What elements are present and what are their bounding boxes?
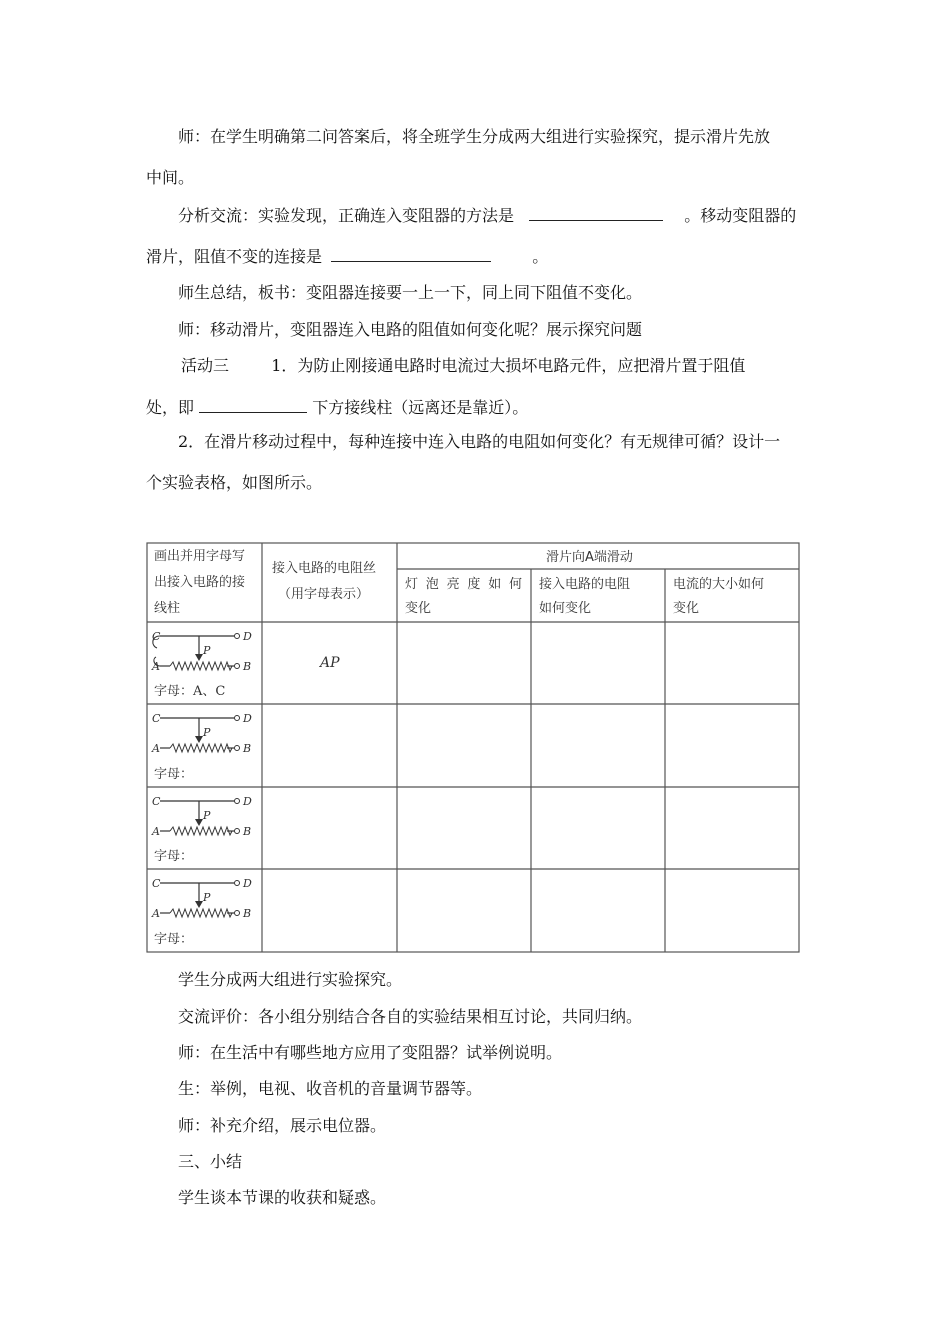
terminal-d-label: D bbox=[243, 712, 252, 725]
activity-text-a: 处，即 bbox=[146, 398, 195, 417]
activity-label: 活动三 bbox=[181, 356, 230, 375]
header-col2-line1: 接入电路的电阻丝 bbox=[272, 561, 377, 576]
analysis-text-b: 。移动变阻器的 bbox=[684, 206, 797, 225]
header-col3-line2: 变化 bbox=[405, 601, 432, 616]
terminal-a-label: A bbox=[152, 660, 160, 673]
paragraph-group-experiment: 学生分成两大组进行实验探究。 bbox=[178, 970, 403, 989]
section-heading-summary: 三、小结 bbox=[178, 1152, 243, 1171]
paragraph-reflection: 学生谈本节课的收获和疑惑。 bbox=[178, 1188, 387, 1207]
header-col1-line1: 画出并用字母写 bbox=[154, 549, 246, 564]
header-col4-line2: 如何变化 bbox=[539, 601, 592, 616]
row-4-letters: 字母： bbox=[154, 932, 194, 947]
paragraph-question-2: 2．在滑片移动过程中，每种连接中连入电路的电阻如何变化？有无规律可循？设计一 bbox=[178, 432, 781, 451]
terminal-b-label: B bbox=[243, 742, 252, 755]
row-1-resistance-wire: AP bbox=[320, 655, 340, 671]
header-col2-line2: （用字母表示） bbox=[278, 587, 370, 602]
header-col5-line1: 电流的大小如何 bbox=[673, 577, 765, 592]
terminal-b-label: B bbox=[243, 907, 252, 920]
terminal-b-label: B bbox=[243, 825, 252, 838]
header-col4-line1: 接入电路的电阻 bbox=[539, 577, 631, 592]
rheostat-diagram-row-4 bbox=[151, 877, 252, 920]
paragraph-question-2-cont: 个实验表格，如图所示。 bbox=[146, 473, 323, 492]
header-col5-line2: 变化 bbox=[673, 601, 700, 616]
rheostat-diagram-row-2 bbox=[151, 712, 252, 755]
paragraph-student-answer: 生：举例，电视、收音机的音量调节器等。 bbox=[178, 1079, 483, 1098]
row-3-letters: 字母： bbox=[154, 849, 194, 864]
paragraph-teacher-instruction-cont: 中间。 bbox=[146, 168, 195, 187]
terminal-c-label: C bbox=[152, 795, 161, 808]
analysis-text-c: 滑片，阻值不变的连接是 bbox=[146, 247, 323, 266]
slider-p-label: P bbox=[203, 891, 211, 904]
terminal-a-label: A bbox=[152, 825, 160, 838]
terminal-a-label: A bbox=[152, 907, 160, 920]
activity-text-b: 下方接线柱（远离还是靠近）。 bbox=[312, 398, 529, 417]
terminal-c-label: C bbox=[152, 712, 161, 725]
paragraph-evaluation: 交流评价：各小组分别结合各自的实验结果相互讨论，共同归纳。 bbox=[178, 1007, 643, 1026]
row-1-letters: 字母：A、C bbox=[154, 684, 226, 699]
paragraph-activity-three-cont bbox=[146, 397, 528, 418]
paragraph-teacher-supplement: 师：补充介绍，展示电位器。 bbox=[178, 1116, 387, 1135]
paragraph-analysis bbox=[178, 205, 796, 226]
terminal-b-label: B bbox=[243, 660, 252, 673]
paragraph-activity-three bbox=[181, 356, 745, 376]
analysis-text-a: 分析交流：实验发现，正确连入变阻器的方法是 bbox=[178, 206, 515, 225]
row-2-letters: 字母： bbox=[154, 767, 194, 782]
paragraph-question: 师：移动滑片，变阻器连入电路的阻值如何变化呢？展示探究问题 bbox=[178, 320, 643, 339]
slider-p-label: P bbox=[203, 809, 211, 822]
paragraph-teacher-instruction: 师：在学生明确第二问答案后，将全班学生分成两大组进行实验探究，提示滑片先放 bbox=[178, 127, 771, 146]
answer-blank-2 bbox=[331, 246, 491, 262]
header-col1-line3: 线柱 bbox=[154, 601, 181, 616]
header-col1-line2: 出接入电路的接 bbox=[154, 575, 246, 590]
terminal-a-label: A bbox=[152, 742, 160, 755]
header-group-slide-to-a: 滑片向A端滑动 bbox=[546, 550, 633, 565]
terminal-c-label: C bbox=[152, 630, 161, 643]
terminal-d-label: D bbox=[243, 877, 252, 890]
terminal-d-label: D bbox=[243, 795, 252, 808]
terminal-c-label: C bbox=[152, 877, 161, 890]
answer-blank-3 bbox=[199, 397, 307, 413]
paragraph-analysis-cont bbox=[146, 246, 548, 267]
rheostat-diagram-row-3 bbox=[151, 795, 252, 838]
answer-blank-1 bbox=[529, 205, 663, 221]
slider-p-label: P bbox=[203, 726, 211, 739]
header-col3-line1: 灯泡亮度如何 bbox=[405, 577, 522, 592]
analysis-text-d: 。 bbox=[532, 247, 549, 266]
paragraph-teacher-question: 师：在生活中有哪些地方应用了变阻器？试举例说明。 bbox=[178, 1043, 563, 1062]
slider-p-label: P bbox=[203, 644, 211, 657]
terminal-d-label: D bbox=[243, 630, 252, 643]
experiment-table bbox=[146, 542, 800, 953]
rheostat-diagram-row-1 bbox=[151, 630, 252, 673]
activity-question-1: 1．为防止刚接通电路时电流过大损坏电路元件，应把滑片置于阻值 bbox=[271, 356, 746, 375]
paragraph-summary: 师生总结，板书：变阻器连接要一上一下，同上同下阻值不变化。 bbox=[178, 283, 643, 302]
